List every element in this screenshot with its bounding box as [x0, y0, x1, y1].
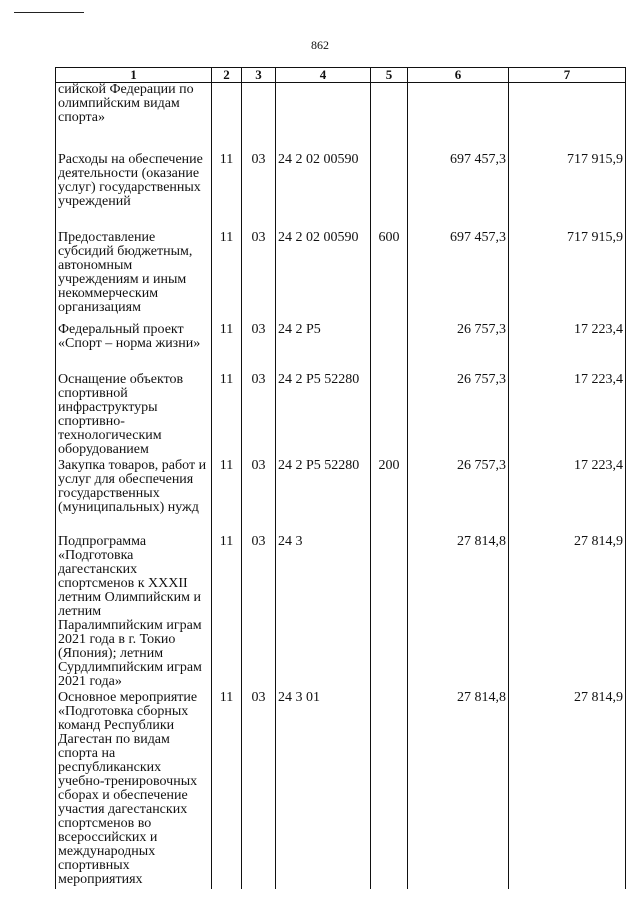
table-row — [56, 689, 626, 889]
header-col-1: 1 — [56, 68, 212, 83]
row-amount-1: 26 757,3 — [408, 457, 509, 533]
header-row — [56, 68, 626, 83]
row-target-code: 24 3 — [276, 533, 371, 689]
row-subsection — [242, 83, 276, 151]
header-col-6: 6 — [408, 68, 509, 83]
row-amount-2: 717 915,9 — [509, 229, 626, 321]
row-name: Подпрограмма «Подготовка дагестанских спортсменов к XXXII летним Олимпийским и летним Паралимпийским играм 2021 года в г. Токио (Япония); летним Сурдлимпийским играм 2021 года» — [56, 533, 212, 689]
row-section: 11 — [212, 151, 242, 229]
row-amount-2: 17 223,4 — [509, 321, 626, 371]
row-subsection: 03 — [242, 533, 276, 689]
row-name: Оснащение объектов спортивной инфраструктуры спортивно-технологическим оборудованием — [56, 371, 212, 457]
row-target-code: 24 2 02 00590 — [276, 229, 371, 321]
row-name: Предоставление субсидий бюджетным, автономным учреждениям и иным некоммерческим организациям — [56, 229, 212, 321]
row-name: сийской Федерации по олимпийским видам спорта» — [56, 83, 212, 151]
table-row — [56, 371, 626, 457]
row-subsection: 03 — [242, 457, 276, 533]
header-col-3: 3 — [242, 68, 276, 83]
row-target-code: 24 2 02 00590 — [276, 151, 371, 229]
header-col-4: 4 — [276, 68, 371, 83]
table-row — [56, 533, 626, 689]
row-amount-1: 26 757,3 — [408, 321, 509, 371]
row-target-code: 24 2 Р5 — [276, 321, 371, 371]
row-target-code: 24 2 Р5 52280 — [276, 457, 371, 533]
table-row — [56, 83, 626, 151]
row-section: 11 — [212, 321, 242, 371]
row-amount-1: 697 457,3 — [408, 151, 509, 229]
scan-edge-mark — [14, 12, 84, 13]
page-number: 862 — [311, 38, 329, 52]
row-expense-type — [371, 533, 408, 689]
row-name: Расходы на обеспечение деятельности (оказание услуг) государственных учреждений — [56, 151, 212, 229]
row-amount-1: 26 757,3 — [408, 371, 509, 457]
row-target-code: 24 3 01 — [276, 689, 371, 889]
row-expense-type — [371, 321, 408, 371]
row-expense-type: 200 — [371, 457, 408, 533]
row-amount-2 — [509, 83, 626, 151]
row-amount-2: 717 915,9 — [509, 151, 626, 229]
row-name: Закупка товаров, работ и услуг для обеспечения государственных (муниципальных) нужд — [56, 457, 212, 533]
budget-table — [55, 67, 626, 889]
row-section: 11 — [212, 689, 242, 889]
row-expense-type — [371, 151, 408, 229]
table-row — [56, 229, 626, 321]
row-amount-1: 27 814,8 — [408, 689, 509, 889]
row-subsection: 03 — [242, 151, 276, 229]
row-subsection: 03 — [242, 689, 276, 889]
row-amount-2: 17 223,4 — [509, 457, 626, 533]
row-section — [212, 83, 242, 151]
row-expense-type — [371, 371, 408, 457]
row-name: Основное мероприятие «Подготовка сборных команд Республики Дагестан по видам спорта на республиканских учебно-тренировочных сборах и обеспечение участия дагестанских спортсменов во всероссийских и международных спортивных мероприятиях — [56, 689, 212, 889]
header-col-7: 7 — [509, 68, 626, 83]
header-col-2: 2 — [212, 68, 242, 83]
row-amount-2: 27 814,9 — [509, 533, 626, 689]
row-subsection: 03 — [242, 371, 276, 457]
row-expense-type — [371, 83, 408, 151]
table-row — [56, 151, 626, 229]
table-row — [56, 321, 626, 371]
row-amount-1: 697 457,3 — [408, 229, 509, 321]
table-row — [56, 457, 626, 533]
row-expense-type — [371, 689, 408, 889]
row-expense-type: 600 — [371, 229, 408, 321]
row-target-code — [276, 83, 371, 151]
row-amount-2: 17 223,4 — [509, 371, 626, 457]
row-section: 11 — [212, 533, 242, 689]
row-target-code: 24 2 Р5 52280 — [276, 371, 371, 457]
row-amount-2: 27 814,9 — [509, 689, 626, 889]
row-section: 11 — [212, 457, 242, 533]
row-subsection: 03 — [242, 321, 276, 371]
row-name: Федеральный проект «Спорт – норма жизни» — [56, 321, 212, 371]
row-amount-1: 27 814,8 — [408, 533, 509, 689]
header-col-5: 5 — [371, 68, 408, 83]
row-subsection: 03 — [242, 229, 276, 321]
row-section: 11 — [212, 371, 242, 457]
row-amount-1 — [408, 83, 509, 151]
row-section: 11 — [212, 229, 242, 321]
